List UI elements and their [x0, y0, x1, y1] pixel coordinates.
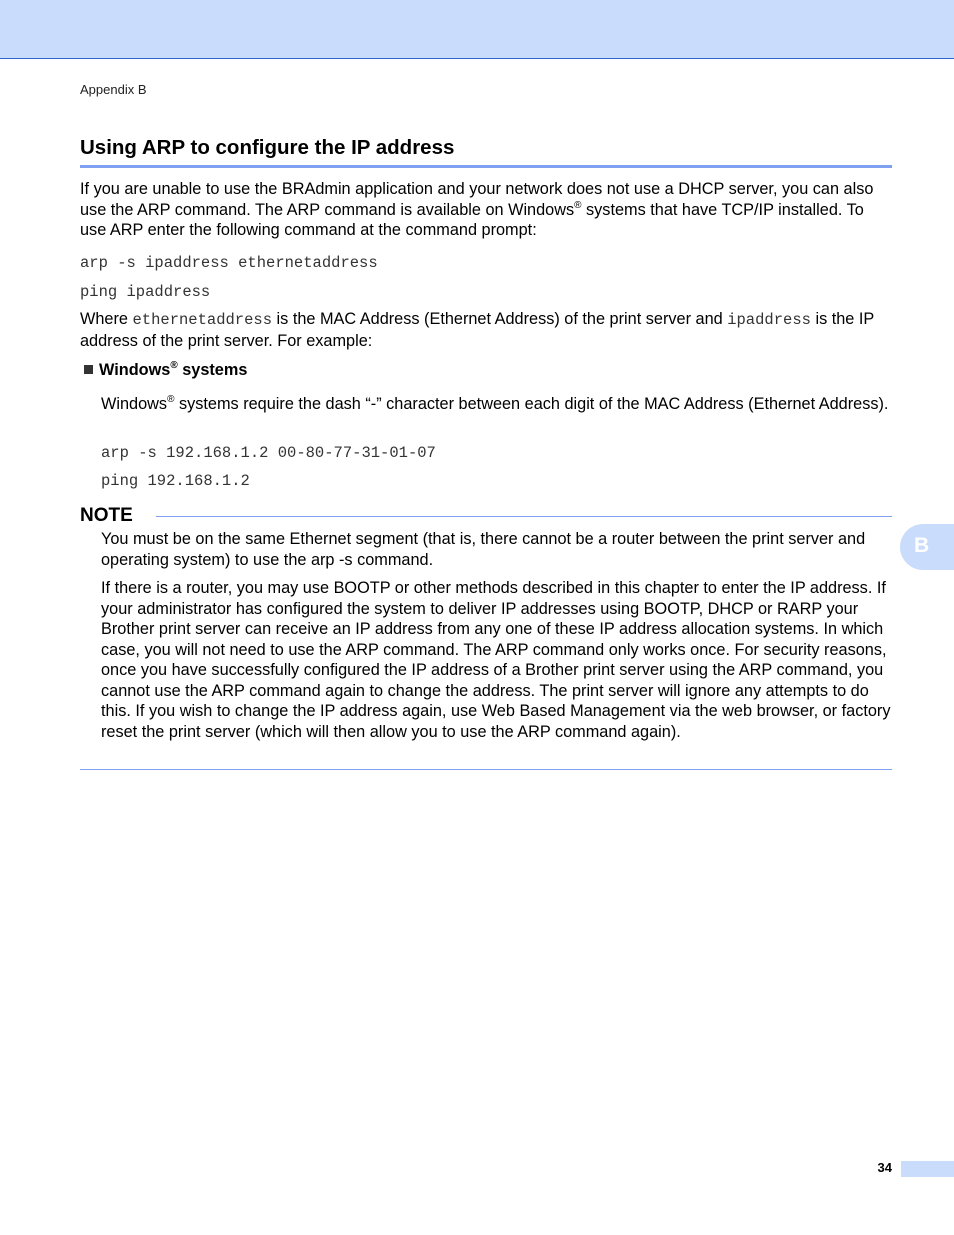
section-title: Using ARP to configure the IP address [80, 135, 892, 168]
windows-heading-text-b: systems [177, 361, 248, 379]
windows-body-a: Windows [101, 395, 168, 413]
arp-example-command: arp -s 192.168.1.2 00-80-77-31-01-07 [101, 444, 436, 462]
intro-text-2: systems that have TCP/IP installed. To use ARP enter the following command at the command prompt: [80, 200, 864, 239]
note-paragraph-2: If there is a router, you may use BOOTP or other methods described in this chapter to enter the IP address. If your administrator has configured the system to deliver IP addresses using BOOTP, DHCP or RARP your Brother print server can receive an IP address from any one of these IP address allocation systems. In which case, you will not need to use the ARP command. The ARP command only works once. For security reasons, once you have successfully configured the IP address of a Brother print server using the ARP command, you cannot use the ARP command again to change the address. The print server will ignore any attempts to do this. If you wish to change the IP address again, use Web Based Management via the web browser, or factory reset the print server (which will then allow you to use the ARP command again). [101, 579, 891, 741]
intro-paragraph [80, 179, 892, 241]
windows-paragraph [101, 394, 892, 415]
intro-text-1: If you are unable to use the BRAdmin application and your network does not use a DHCP server, you can also use the ARP command. The ARP command is available on Windows [80, 180, 874, 219]
appendix-tab-letter: B [914, 534, 930, 557]
ping-command: ping ipaddress [80, 283, 211, 301]
ipaddress-code: ipaddress [727, 311, 811, 329]
windows-heading-reg: ® [170, 360, 178, 371]
page-number-tab [901, 1161, 954, 1177]
windows-body-reg: ® [167, 394, 175, 405]
running-head: Appendix B [80, 82, 147, 97]
windows-body-b: systems require the dash “-” character between each digit of the MAC Address (Ethernet Address). [174, 395, 889, 413]
windows-heading [84, 360, 247, 380]
note-paragraph-1: You must be on the same Ethernet segment (that is, there cannot be a router between the print server and operating system) to use the arp -s command. [101, 530, 866, 569]
note-top-rule [156, 516, 892, 517]
ethernetaddress-code: ethernetaddress [132, 311, 273, 329]
where-paragraph [80, 309, 892, 351]
arp-command: arp -s ipaddress ethernetaddress [80, 254, 378, 272]
note-title: NOTE [80, 505, 133, 526]
header-band [0, 0, 954, 59]
where-text-1: Where [80, 310, 133, 328]
page-number: 34 [877, 1160, 892, 1175]
where-text-2: is the MAC Address (Ethernet Address) of the print server and [272, 310, 728, 328]
where-text-3: is the IP address of the print server. For example: [80, 310, 874, 350]
note-bottom-rule [80, 769, 892, 770]
windows-heading-text-a: Windows [99, 361, 171, 379]
bullet-square-icon [84, 365, 93, 374]
ping-example-command: ping 192.168.1.2 [101, 472, 250, 490]
registered-mark: ® [574, 199, 582, 211]
